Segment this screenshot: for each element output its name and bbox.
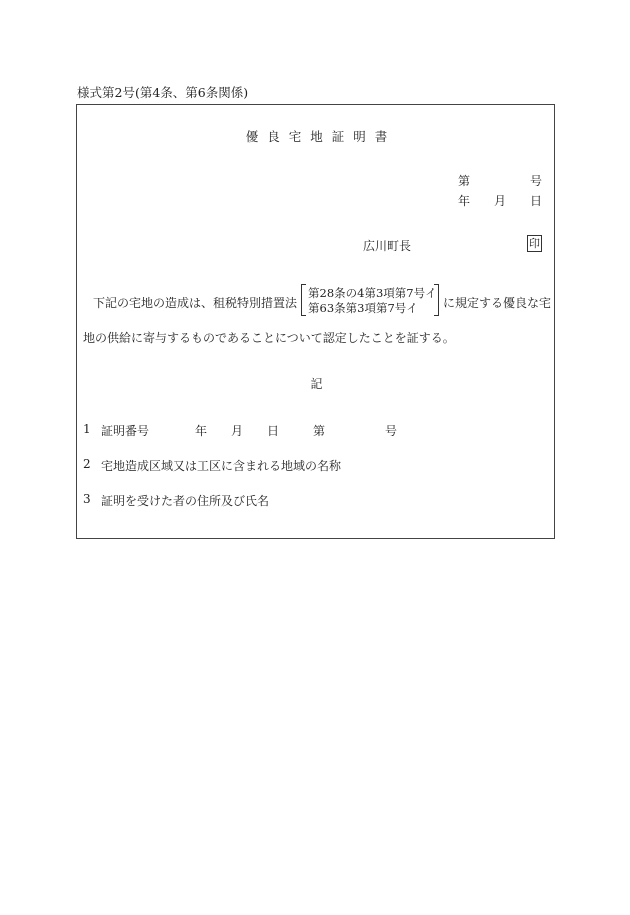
- item-label-recipient: 証明を受けた者の住所及び氏名: [101, 494, 270, 508]
- item-dai: 第: [313, 424, 326, 438]
- statement-line1-suffix: に規定する優良な宅: [443, 296, 552, 310]
- item-number: 2: [83, 457, 91, 471]
- item-label-cert-number: 証明番号: [101, 424, 150, 438]
- date-year: 年: [458, 194, 471, 208]
- cert-number-go: 号: [530, 174, 543, 188]
- date-day: 日: [530, 194, 543, 208]
- item-label-area-name: 宅地造成区域又は工区に含まれる地域の名称: [101, 459, 342, 473]
- item-number: 1: [83, 422, 91, 436]
- seal-mark: 印: [529, 237, 540, 250]
- law-article-2: 第63条第3項第7号イ: [308, 301, 418, 315]
- certificate-box: [76, 104, 555, 539]
- issuer-name: 広川町長: [363, 239, 412, 253]
- statement-line1-prefix: 下記の宅地の造成は、租税特別措置法: [93, 296, 298, 310]
- date-month: 月: [494, 194, 507, 208]
- cert-number-dai: 第: [458, 174, 471, 188]
- item-month: 月: [231, 424, 244, 438]
- statement-line2: 地の供給に寄与するものであることについて認定したことを証する。: [83, 331, 455, 345]
- law-article-1: 第28条の4第3項第7号イ: [308, 286, 437, 300]
- form-label: 様式第2号(第4条、第6条関係): [77, 85, 249, 100]
- item-day: 日: [267, 424, 280, 438]
- ki-heading: 記: [310, 377, 323, 391]
- document-title: 優良宅地証明書: [245, 129, 397, 144]
- item-number: 3: [83, 492, 91, 506]
- item-year: 年: [195, 424, 208, 438]
- item-go: 号: [385, 424, 398, 438]
